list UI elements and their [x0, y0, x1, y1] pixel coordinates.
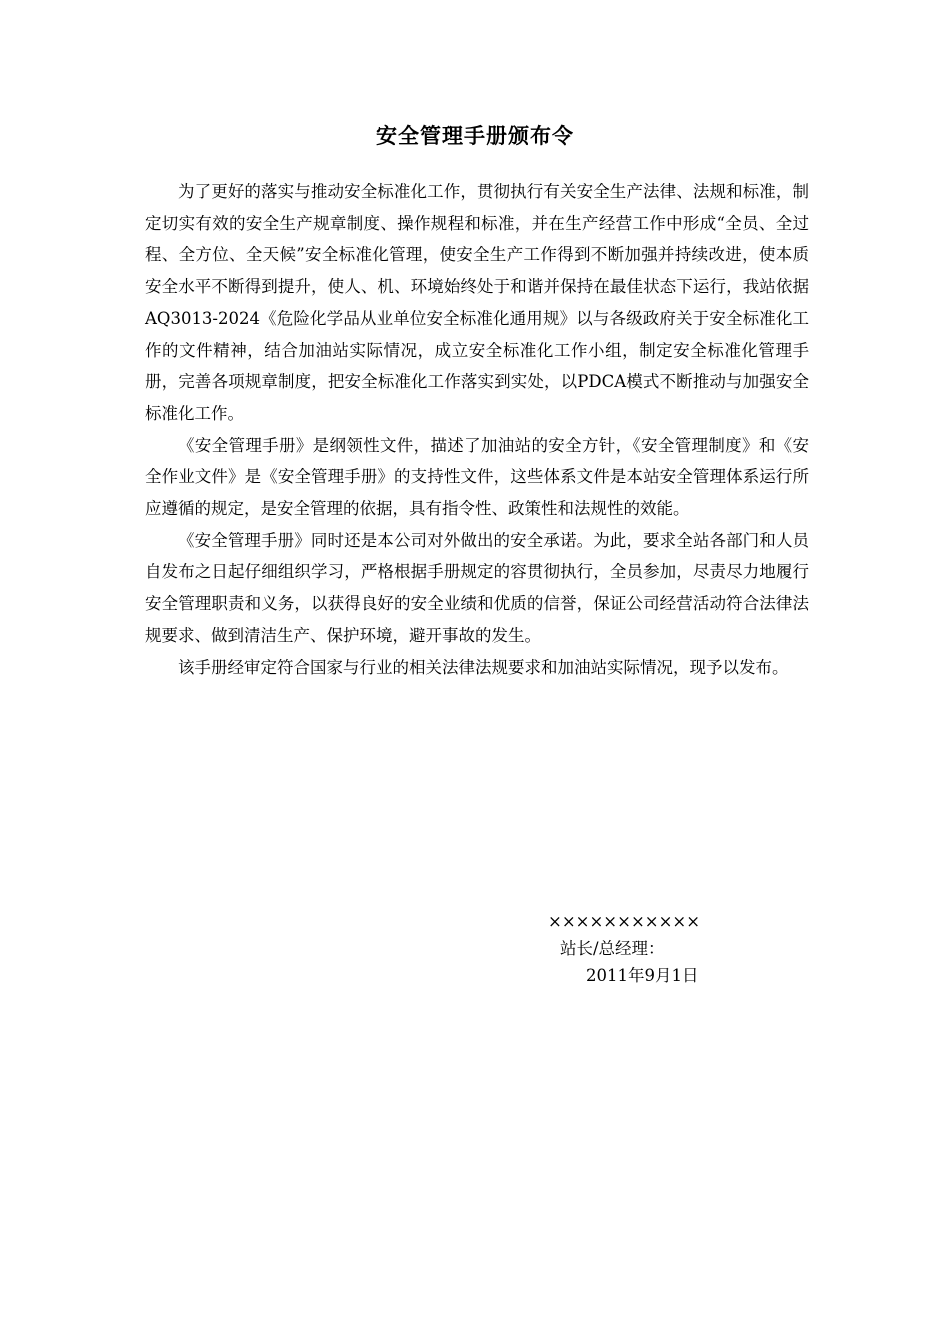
signature-block	[548, 908, 808, 989]
signature-organization: ×××××××××××	[548, 912, 701, 931]
signature-role: 站长/总经理：	[560, 939, 665, 958]
paragraph-2: 《安全管理手册》是纲领性文件，描述了加油站的安全方针，《安全管理制度》和《安全作业文件》是《安全管理手册》的支持性文件，这些体系文件是本站安全管理体系运行所应遵循的规定，是安全管理的依据，具有指令性、政策性和法规性的效能。	[145, 435, 809, 519]
paragraph-1: 为了更好的落实与推动安全标准化工作，贯彻执行有关安全生产法律、法规和标准，制定切实有效的安全生产规章制度、操作规程和标准，并在生产经营工作中形成“全员、全过程、全方位、全天候”安全标准化管理，使安全生产工作得到不断加强并持续改进，使本质安全水平不断得到提升，使人、机、环境始终处于和谐并保持在最佳状态下运行，我站依据AQ3013-2024《危险化学品从业单位安全标准化通用规》以与各级政府关于安全标准化工作的文件精神，结合加油站实际情况，成立安全标准化工作小组，制定安全标准化管理手册，完善各项规章制度，把安全标准化工作落实到实处，以PDCA模式不断推动与加强安全标准化工作。	[145, 182, 809, 423]
paragraph-3: 《安全管理手册》同时还是本公司对外做出的安全承诺。为此，要求全站各部门和人员自发布之日起仔细组织学习，严格根据手册规定的容贯彻执行，全员参加，尽责尽力地履行安全管理职责和义务，以获得良好的安全业绩和优质的信誉，保证公司经营活动符合法律法规要求、做到清洁生产、保护环境，避开事故的发生。	[145, 530, 809, 645]
document-body	[145, 176, 809, 683]
document-title: 安全管理手册颁布令	[376, 123, 574, 148]
paragraph-4: 该手册经审定符合国家与行业的相关法律法规要求和加油站实际情况，现予以发布。	[178, 657, 789, 677]
signature-date: 2011年9月1日	[586, 966, 699, 985]
